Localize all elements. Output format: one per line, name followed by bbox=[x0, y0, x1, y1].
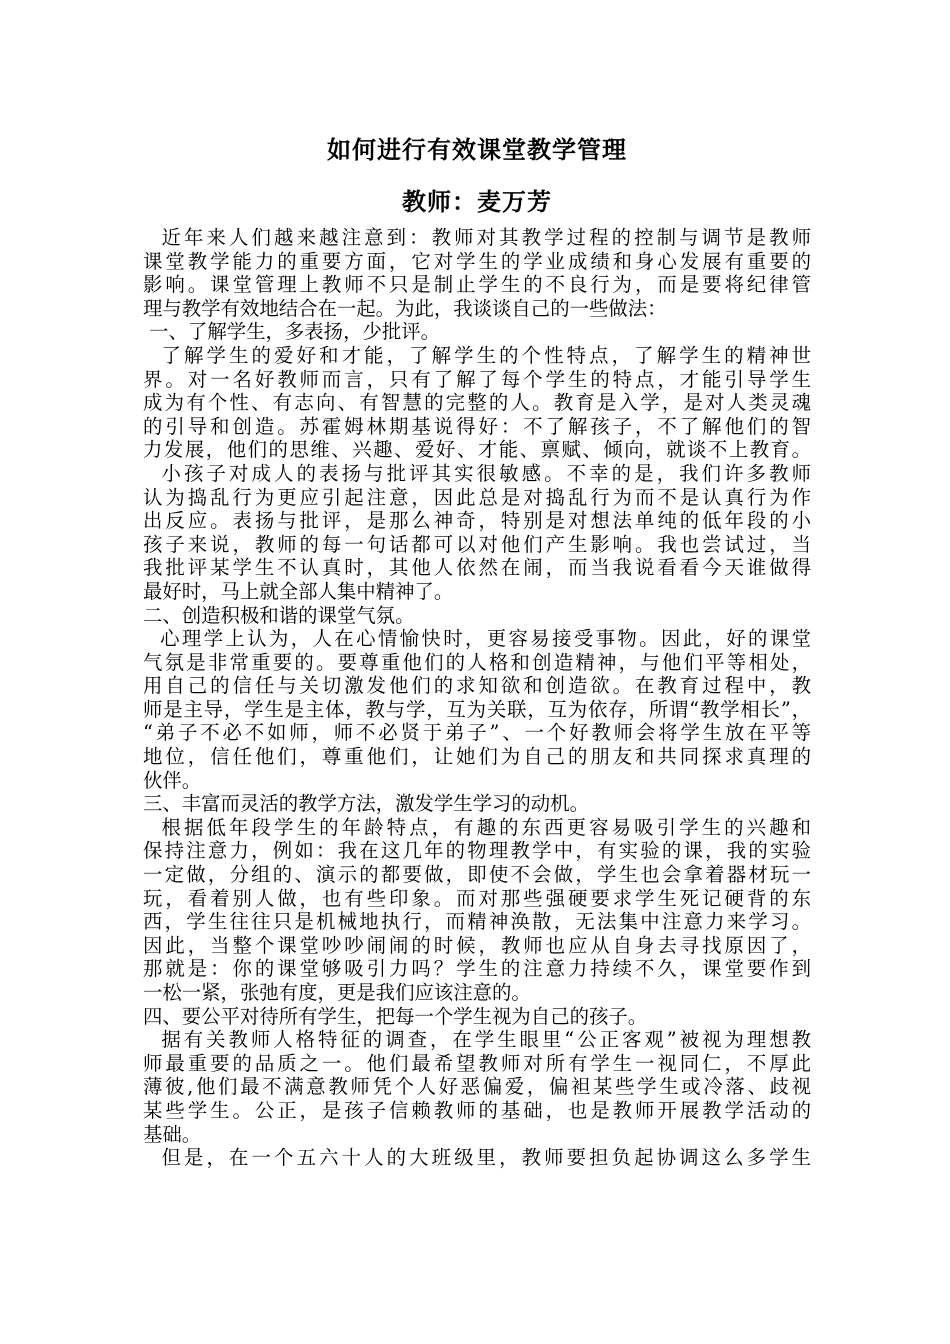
body-line: 近年来人们越来越注意到：教师对其教学过程的控制与调节是教师 bbox=[143, 226, 811, 249]
body-line: 气氛是非常重要的。要尊重他们的人格和创造精神，与他们平等相处， bbox=[143, 650, 811, 674]
body-line: 薄彼,他们最不满意教师凭个人好恶偏爱，偏袒某些学生或冷落、歧视 bbox=[143, 1075, 811, 1099]
body-line: 小孩子对成人的表扬与批评其实很敏感。不幸的是，我们许多教师 bbox=[143, 461, 811, 485]
body-line: 孩子来说，教师的每一句话都可以对他们产生影响。我也尝试过，当 bbox=[143, 532, 811, 556]
body-line: 保持注意力，例如：我在这几年的物理教学中，有实验的课，我的实验 bbox=[143, 839, 811, 863]
body-line: 成为有个性、有志向、有智慧的完整的人。教育是入学，是对人类灵魂 bbox=[143, 391, 811, 415]
body-line: 理与教学有效地结合在一起。为此，我谈谈自己的一些做法： bbox=[143, 296, 667, 320]
body-line: 师是主导，学生是主体，教与学，互为关联，互为依存，所谓“教学相长”， bbox=[143, 697, 811, 721]
body-line: 的引导和创造。苏霍姆林期基说得好：不了解孩子，不了解他们的智 bbox=[143, 414, 811, 438]
body-line: 三、丰富而灵活的教学方法，激发学生学习的动机。 bbox=[143, 792, 589, 816]
body-line: 二、创造积极和谐的课堂气氛。 bbox=[143, 603, 415, 627]
body-line: 据有关教师人格特征的调查，在学生眼里“公正客观”被视为理想教 bbox=[143, 1028, 811, 1052]
body-line: 西，学生往往只是机械地执行，而精神涣散，无法集中注意力来学习。 bbox=[143, 910, 811, 934]
body-line: 界。对一名好教师而言，只有了解了每个学生的特点，才能引导学生 bbox=[143, 367, 811, 391]
body-line: 那就是：你的课堂够吸引力吗？学生的注意力持续不久，课堂要作到 bbox=[143, 957, 811, 981]
body-line: 根据低年段学生的年龄特点，有趣的东西更容易吸引学生的兴趣和 bbox=[143, 815, 811, 839]
body-line: 四、要公平对待所有学生，把每一个学生视为自己的孩子。 bbox=[143, 1004, 648, 1028]
body-line: 课堂教学能力的重要方面，它对学生的学业成绩和身心发展有重要的 bbox=[143, 249, 811, 273]
body-line: 基础。 bbox=[143, 1122, 202, 1146]
body-line: 但是，在一个五六十人的大班级里，教师要担负起协调这么多学生 bbox=[143, 1146, 811, 1170]
body-line: 心理学上认为，人在心情愉快时，更容易接受事物。因此，好的课堂 bbox=[143, 627, 811, 651]
body-line: 我批评某学生不认真时，其他人依然在闹，而当我说看看今天谁做得 bbox=[143, 556, 811, 580]
document-page bbox=[143, 132, 811, 1170]
body-line: 某些学生。公正，是孩子信赖教师的基础，也是教师开展教学活动的 bbox=[143, 1098, 811, 1122]
body-line: 力发展，他们的思维、兴趣、爱好、才能、禀赋、倾向，就谈不上教育。 bbox=[143, 438, 811, 462]
body-line: 因此，当整个课堂吵吵闹闹的时候，教师也应从自身去寻找原因了， bbox=[143, 933, 811, 957]
body-line: “弟子不必不如师，师不必贤于弟子”、一个好教师会将学生放在平等 bbox=[143, 721, 811, 745]
body-line: 影响。课堂管理上教师不只是制止学生的不良行为，而是要将纪律管 bbox=[143, 273, 811, 297]
body-line: 师最重要的品质之一。他们最希望教师对所有学生一视同仁，不厚此 bbox=[143, 1051, 811, 1075]
body-line: 了解学生的爱好和才能，了解学生的个性特点，了解学生的精神世 bbox=[143, 343, 811, 367]
document-author: 教师：麦万芳 bbox=[402, 187, 552, 216]
body-line: 地位，信任他们，尊重他们，让她们为自己的朋友和共同探求真理的 bbox=[143, 745, 811, 769]
body-line: 一松一紧，张弛有度，更是我们应该注意的。 bbox=[143, 981, 531, 1004]
document-body bbox=[143, 226, 811, 1170]
document-title: 如何进行有效课堂教学管理 bbox=[327, 135, 627, 164]
body-line: 认为捣乱行为更应引起注意，因此总是对捣乱行为而不是认真行为作 bbox=[143, 485, 811, 509]
body-line: 最好时，马上就全部人集中精神了。 bbox=[143, 579, 454, 603]
body-line: 伙伴。 bbox=[143, 768, 202, 792]
body-line: 玩，看着别人做，也有些印象。而对那些强硬要求学生死记硬背的东 bbox=[143, 886, 811, 910]
body-line: 一、了解学生，多表扬，少批评。 bbox=[143, 320, 441, 344]
body-line: 出反应。表扬与批评，是那么神奇，特别是对想法单纯的低年段的小 bbox=[143, 509, 811, 533]
body-line: 用自己的信任与关切激发他们的求知欲和创造欲。在教育过程中，教 bbox=[143, 674, 811, 698]
body-line: 一定做，分组的、演示的都要做，即使不会做，学生也会拿着器材玩一 bbox=[143, 863, 811, 887]
